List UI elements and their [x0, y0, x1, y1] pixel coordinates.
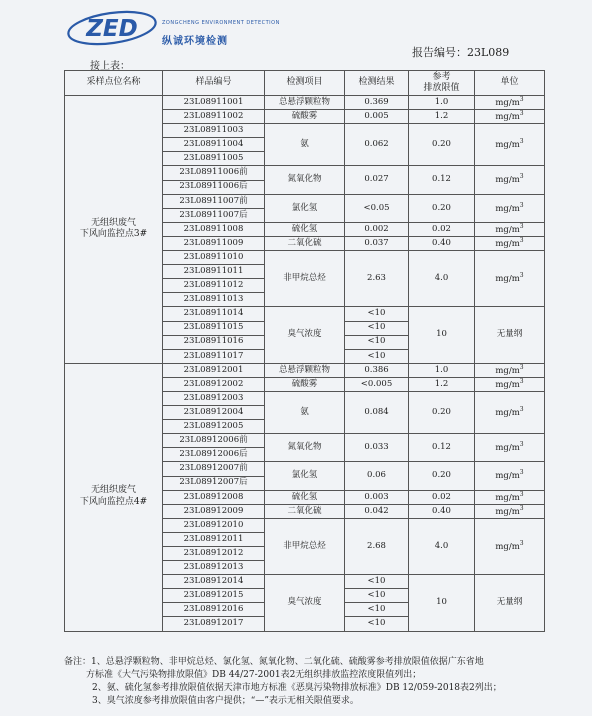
- limit-cell: 0.20: [409, 194, 475, 222]
- result-cell: <10: [345, 321, 409, 335]
- item-cell: 氯化氢: [265, 194, 345, 222]
- limit-cell: 0.12: [409, 166, 475, 194]
- company-logo: [66, 10, 280, 47]
- sample-id-cell: 23L08911014: [163, 307, 265, 321]
- unit-cell: 无量纲: [475, 307, 545, 363]
- result-cell: <10: [345, 617, 409, 631]
- column-header: 单位: [475, 71, 545, 96]
- limit-cell: 1.0: [409, 96, 475, 110]
- result-cell: <10: [345, 349, 409, 363]
- sample-id-cell: 23L08912009: [163, 504, 265, 518]
- column-header: 检测结果: [345, 71, 409, 96]
- unit-cell: $mg/m^3$: [475, 462, 545, 490]
- unit-cell: $mg/m^3$: [475, 236, 545, 250]
- sample-id-cell: 23L08912003: [163, 391, 265, 405]
- table-row: [65, 363, 545, 377]
- note-line: 3、臭气浓度参考排放限值由客户提供；“—”表示无相关限值要求。: [92, 696, 359, 706]
- limit-cell: 1.2: [409, 110, 475, 124]
- sample-id-cell: 23L08912006前: [163, 434, 265, 448]
- item-cell: 非甲烷总烃: [265, 518, 345, 574]
- result-cell: 2.63: [345, 251, 409, 307]
- limit-cell: 1.2: [409, 377, 475, 391]
- item-cell: 二氧化硫: [265, 504, 345, 518]
- unit-cell: $mg/m^3$: [475, 96, 545, 110]
- result-cell: <10: [345, 335, 409, 349]
- sample-id-cell: 23L08911002: [163, 110, 265, 124]
- result-cell: 0.037: [345, 236, 409, 250]
- limit-cell: 4.0: [409, 251, 475, 307]
- result-cell: 0.369: [345, 96, 409, 110]
- sample-id-cell: 23L08912001: [163, 363, 265, 377]
- sample-id-cell: 23L08911017: [163, 349, 265, 363]
- unit-cell: $mg/m^3$: [475, 166, 545, 194]
- limit-cell: 0.02: [409, 222, 475, 236]
- limit-cell: 10: [409, 575, 475, 631]
- column-header: 采样点位名称: [65, 71, 163, 96]
- sample-id-cell: 23L08912016: [163, 603, 265, 617]
- unit-cell: $mg/m^3$: [475, 518, 545, 574]
- table-row: [65, 96, 545, 110]
- result-cell: 0.033: [345, 434, 409, 462]
- unit-cell: $mg/m^3$: [475, 194, 545, 222]
- site-cell: 无组织废气 下风向监控点4#: [65, 363, 163, 631]
- unit-cell: $mg/m^3$: [475, 222, 545, 236]
- unit-cell: 无量纲: [475, 575, 545, 631]
- item-cell: 氨: [265, 124, 345, 166]
- sample-id-cell: 23L08911012: [163, 279, 265, 293]
- result-cell: <10: [345, 307, 409, 321]
- item-cell: 二氧化硫: [265, 236, 345, 250]
- sample-id-cell: 23L08912002: [163, 377, 265, 391]
- sample-id-cell: 23L08911016: [163, 335, 265, 349]
- sample-id-cell: 23L08912014: [163, 575, 265, 589]
- table-body: [65, 96, 545, 632]
- note-line: 方标准《大气污染物排放限值》DB 44/27-2001表2无组织排放监控浓度限值列出；: [86, 670, 422, 680]
- item-cell: 氨: [265, 391, 345, 433]
- result-cell: 0.027: [345, 166, 409, 194]
- sample-id-cell: 23L08911008: [163, 222, 265, 236]
- report-number: 报告编号：23L089: [412, 46, 510, 59]
- sample-id-cell: 23L08911007后: [163, 208, 265, 222]
- item-cell: 氮氧化物: [265, 166, 345, 194]
- sample-id-cell: 23L08911001: [163, 96, 265, 110]
- sample-id-cell: 23L08912006后: [163, 448, 265, 462]
- limit-cell: 0.02: [409, 490, 475, 504]
- sample-id-cell: 23L08911004: [163, 138, 265, 152]
- unit-cell: $mg/m^3$: [475, 391, 545, 433]
- item-cell: 硫化氢: [265, 490, 345, 504]
- unit-cell: $mg/m^3$: [475, 124, 545, 166]
- sample-id-cell: 23L08911007前: [163, 194, 265, 208]
- table-header-row: [65, 71, 545, 96]
- limit-cell: 10: [409, 307, 475, 363]
- limit-cell: 0.20: [409, 124, 475, 166]
- sample-id-cell: 23L08911013: [163, 293, 265, 307]
- item-cell: 臭气浓度: [265, 307, 345, 363]
- note-line: 2、氨、硫化氢参考排放限值依据天津市地方标准《恶臭污染物排放标准》DB 12/059-2018表2列出；: [92, 683, 502, 693]
- result-cell: 0.06: [345, 462, 409, 490]
- unit-cell: $mg/m^3$: [475, 363, 545, 377]
- item-cell: 硫酸雾: [265, 377, 345, 391]
- result-cell: <10: [345, 575, 409, 589]
- sample-id-cell: 23L08911003: [163, 124, 265, 138]
- zed-logo-icon: [66, 10, 158, 46]
- site-cell: 无组织废气 下风向监控点3#: [65, 96, 163, 364]
- limit-cell: 0.40: [409, 504, 475, 518]
- brand-name-cn: 纵诚环境检测: [162, 36, 228, 47]
- item-cell: 总悬浮颗粒物: [265, 96, 345, 110]
- result-cell: 0.002: [345, 222, 409, 236]
- sample-id-cell: 23L08912010: [163, 518, 265, 532]
- limit-cell: 0.20: [409, 462, 475, 490]
- limit-cell: 0.12: [409, 434, 475, 462]
- sample-id-cell: 23L08912007前: [163, 462, 265, 476]
- results-table: [64, 70, 545, 632]
- unit-cell: $mg/m^3$: [475, 377, 545, 391]
- result-cell: 0.005: [345, 110, 409, 124]
- item-cell: 硫化氢: [265, 222, 345, 236]
- item-cell: 臭气浓度: [265, 575, 345, 631]
- unit-cell: $mg/m^3$: [475, 110, 545, 124]
- limit-cell: 0.20: [409, 391, 475, 433]
- result-cell: 2.68: [345, 518, 409, 574]
- note-line: 备注：1、总悬浮颗粒物、非甲烷总烃、氯化氢、氮氧化物、二氧化硫、硫酸雾参考排放限值依据广东省地: [64, 657, 484, 667]
- unit-cell: $mg/m^3$: [475, 490, 545, 504]
- continued-label: 接上表：: [90, 61, 130, 72]
- item-cell: 氮氧化物: [265, 434, 345, 462]
- svg-text:ZED: ZED: [86, 16, 138, 42]
- sample-id-cell: 23L08912012: [163, 547, 265, 561]
- sample-id-cell: 23L08911005: [163, 152, 265, 166]
- unit-cell: $mg/m^3$: [475, 434, 545, 462]
- unit-cell: $mg/m^3$: [475, 504, 545, 518]
- limit-cell: 0.40: [409, 236, 475, 250]
- sample-id-cell: 23L08912004: [163, 406, 265, 420]
- result-cell: 0.386: [345, 363, 409, 377]
- result-cell: <10: [345, 589, 409, 603]
- limit-cell: 4.0: [409, 518, 475, 574]
- unit-cell: $mg/m^3$: [475, 251, 545, 307]
- result-cell: <0.05: [345, 194, 409, 222]
- result-cell: 0.062: [345, 124, 409, 166]
- sample-id-cell: 23L08912013: [163, 561, 265, 575]
- limit-cell: 1.0: [409, 363, 475, 377]
- sample-id-cell: 23L08912007后: [163, 476, 265, 490]
- sample-id-cell: 23L08911009: [163, 236, 265, 250]
- item-cell: 氯化氢: [265, 462, 345, 490]
- sample-id-cell: 23L08911015: [163, 321, 265, 335]
- result-cell: 0.084: [345, 391, 409, 433]
- item-cell: 硫酸雾: [265, 110, 345, 124]
- result-cell: 0.003: [345, 490, 409, 504]
- sample-id-cell: 23L08912017: [163, 617, 265, 631]
- column-header: 样品编号: [163, 71, 265, 96]
- sample-id-cell: 23L08911010: [163, 251, 265, 265]
- sample-id-cell: 23L08911006后: [163, 180, 265, 194]
- sample-id-cell: 23L08912015: [163, 589, 265, 603]
- brand-name-en: ZONGCHENG ENVIRONMENT DETECTION: [162, 20, 280, 26]
- item-cell: 非甲烷总烃: [265, 251, 345, 307]
- sample-id-cell: 23L08912008: [163, 490, 265, 504]
- sample-id-cell: 23L08911006前: [163, 166, 265, 180]
- result-cell: <0.005: [345, 377, 409, 391]
- sample-id-cell: 23L08912005: [163, 420, 265, 434]
- result-cell: <10: [345, 603, 409, 617]
- column-header: 检测项目: [265, 71, 345, 96]
- item-cell: 总悬浮颗粒物: [265, 363, 345, 377]
- result-cell: 0.042: [345, 504, 409, 518]
- sample-id-cell: 23L08912011: [163, 532, 265, 546]
- column-header: 参考 排放限值: [409, 71, 475, 96]
- notes: [64, 656, 564, 708]
- sample-id-cell: 23L08911011: [163, 265, 265, 279]
